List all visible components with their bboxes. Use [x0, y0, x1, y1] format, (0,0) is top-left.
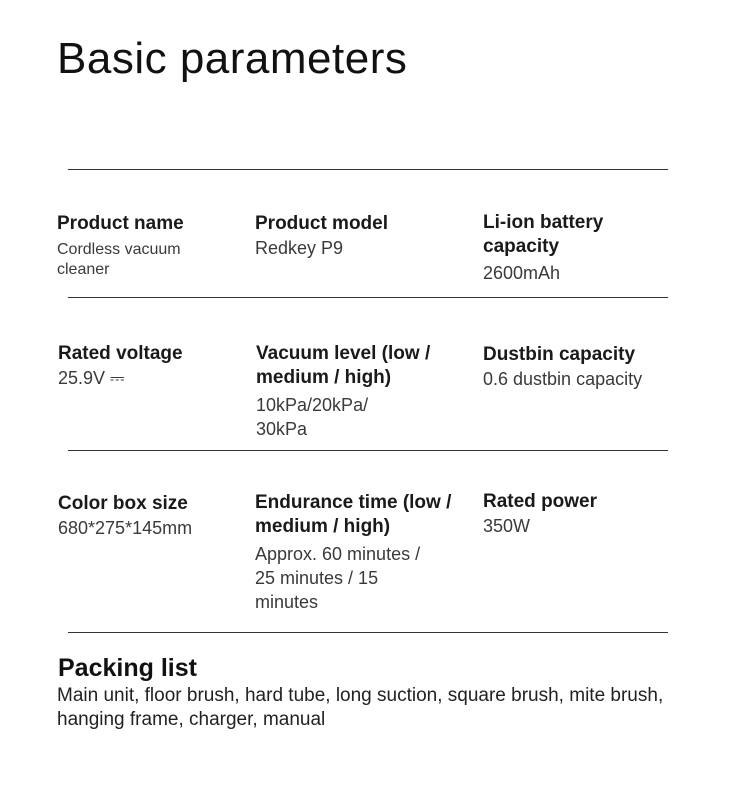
- param-value: 680*275*145mm: [58, 518, 193, 538]
- param-value: 2600mAh: [483, 263, 561, 283]
- param-vacuum-level: [256, 342, 456, 441]
- divider: [68, 297, 668, 298]
- param-rated-voltage: [58, 342, 238, 390]
- page-title: Basic parameters: [57, 34, 408, 83]
- param-label: Product model: [255, 213, 389, 234]
- param-value: Cordless vacuum cleaner: [57, 241, 181, 278]
- param-label: Dustbin capacity: [483, 344, 636, 365]
- param-value: Redkey P9: [255, 238, 344, 258]
- param-battery-capacity: [483, 211, 643, 285]
- param-product-name: [57, 212, 232, 280]
- param-label: Rated power: [483, 491, 598, 512]
- param-color-box-size: [58, 492, 238, 540]
- divider: [68, 450, 668, 451]
- divider: [68, 632, 668, 633]
- divider: [68, 169, 668, 170]
- param-value: 0.6 dustbin capacity: [483, 369, 643, 389]
- param-value: 25.9V ⎓: [58, 368, 125, 388]
- param-value: 10kPa/20kPa/ 30kPa: [256, 395, 369, 439]
- packing-list-text: Main unit, floor brush, hard tube, long suction, square brush, mite brush, hanging frame, charger, manual: [57, 685, 664, 730]
- param-product-model: [255, 212, 455, 260]
- param-endurance-time: [255, 491, 460, 614]
- param-label: Endurance time (low / medium / high): [255, 492, 452, 537]
- param-label: Rated voltage: [58, 343, 183, 364]
- param-rated-power: [483, 490, 663, 538]
- param-label: Color box size: [58, 493, 188, 514]
- param-label: Li-ion battery capacity: [483, 212, 604, 257]
- param-label: Product name: [57, 213, 184, 234]
- param-label: Vacuum level (low / medium / high): [256, 343, 431, 388]
- param-value: 350W: [483, 516, 531, 536]
- param-dustbin-capacity: [483, 343, 683, 391]
- packing-list-title: Packing list: [58, 654, 197, 682]
- param-value: Approx. 60 minutes / 25 minutes / 15 minutes: [255, 544, 421, 612]
